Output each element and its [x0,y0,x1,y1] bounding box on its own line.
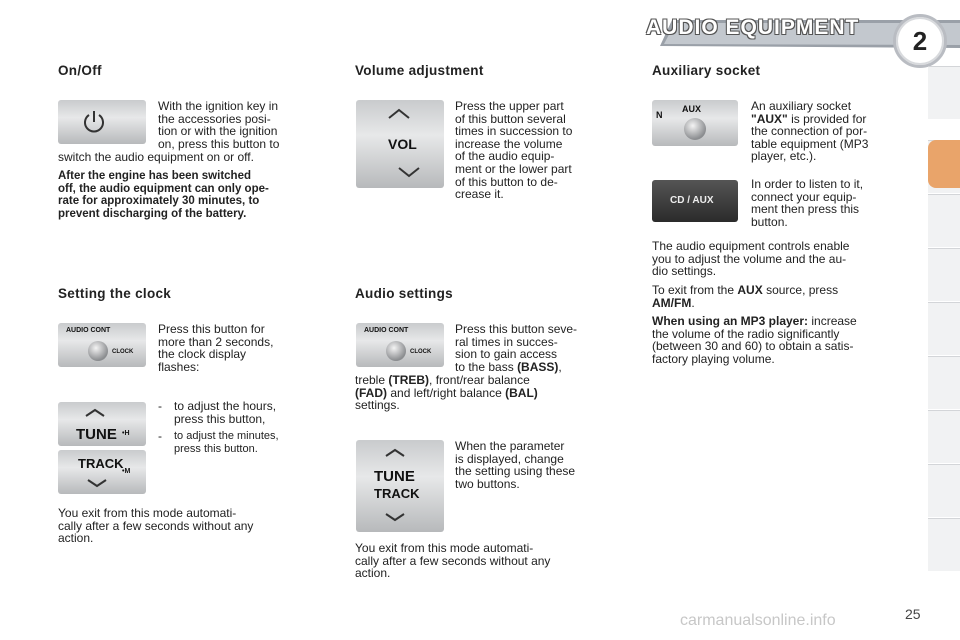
side-tab[interactable] [928,464,960,517]
aux-socket-image [652,100,738,146]
aux-socket-jack [684,118,706,140]
chapter-badge: 2 [893,14,947,68]
audio-cont-knob [386,341,406,361]
volume-heading: Volume adjustment [355,63,484,78]
aux-exit-text: To exit from the AUX source, press AM/FM. [652,283,839,310]
onoff-heading: On/Off [58,63,102,78]
clock-button-image [58,323,146,367]
clock-bullet-hours: to adjust the hours, press this button, [174,399,277,426]
chevron-up-icon [386,108,412,120]
side-tab[interactable] [928,410,960,463]
audio-settings-heading: Audio settings [355,286,453,301]
clock-knob [88,341,108,361]
audio-cont-label: AUDIO CONT [364,327,409,334]
minute-label: •M [122,468,131,475]
cd-aux-button-label: CD / AUX [670,195,714,206]
clock-text: Press this button for more than 2 seconds, the clock display flashes: [158,322,274,374]
aux-socket-label: AUX [682,104,702,114]
audio-exit-text: You exit from this mode automati- cally after a few seconds without any action. [355,541,551,581]
hour-label: •H [122,430,130,437]
page-number: 25 [905,606,921,622]
track-label: TRACK [374,486,420,501]
side-tab[interactable] [928,356,960,409]
power-icon [80,108,108,136]
onoff-text: With the ignition key in the accessories posi- tion or with the ignition on, press this button to [158,99,280,151]
tune-button-image [58,402,146,446]
clock-bullet-minutes: to adjust the minutes, press this button. [174,430,279,455]
clock-bullet-dash: - [158,429,162,443]
aux-para1: An auxiliary socket "AUX" is provided for the connection of por- table equipment (MP3 player, etc.). [751,99,869,164]
aux-para2: In order to listen to it, connect your equip- ment then press this button. [751,177,864,229]
onoff-warning: After the engine has been switched off, the audio equipment can only ope- rate for approximately 30 minutes, to prevent discharging of the battery. [58,170,269,220]
clock-image-right-label: CLOCK [112,349,134,355]
side-tab[interactable] [928,518,960,571]
audio-settings-text-2: treble (TREB), front/rear balance (FAD) and left/right balance (BAL) settings. [355,373,538,413]
track-label: TRACK [78,456,124,471]
tune-label: TUNE [76,426,117,443]
volume-text: Press the upper part of this button several times in succession to increase the volume of the audio equip- ment or the lower part of this button to de- crease it. [455,99,573,202]
track-button-image [58,450,146,494]
aux-para3: The audio equipment controls enable you to adjust the volume and the au- dio settings. [652,239,850,279]
power-button-image [58,100,146,144]
audio-cont-right-label: CLOCK [410,349,432,355]
cd-aux-button-image [652,180,738,222]
page-title: AUDIO EQUIPMENT [646,16,860,39]
side-tab-active[interactable] [928,140,960,188]
audio-settings-text: Press this button seve- ral times in succes- sion to gain access to the bass (BASS), [455,322,578,374]
chevron-up-icon [384,448,406,458]
aux-heading: Auxiliary socket [652,63,761,78]
chevron-down-icon [86,478,108,488]
side-tab[interactable] [928,302,960,355]
audio-cont-button-image [356,323,444,367]
clock-heading: Setting the clock [58,286,172,301]
tune-label: TUNE [374,468,415,485]
side-tab[interactable] [928,66,960,119]
audio-param-text: When the parameter is displayed, change the setting using these two buttons. [455,439,576,491]
aux-mp3-text: When using an MP3 player: increase the volume of the radio significantly (between 30 and 60) to obtain a satis- factory playing volume. [652,314,857,366]
tune-track-button-image [356,440,444,532]
clock-exit-text: You exit from this mode automati- cally after a few seconds without any action. [58,506,254,546]
watermark: carmanualsonline.info [680,612,836,629]
side-tab[interactable] [928,248,960,301]
aux-socket-side-label: N [656,110,663,120]
side-tab[interactable] [928,194,960,247]
clock-image-label: AUDIO CONT [66,327,111,334]
onoff-text-last: switch the audio equipment on or off. [58,150,254,164]
clock-bullet-dash: - [158,399,162,413]
chevron-down-icon [396,166,422,178]
volume-button-image [356,100,444,188]
chevron-down-icon [384,512,406,522]
chevron-up-icon [84,408,106,418]
vol-label: VOL [388,136,417,152]
